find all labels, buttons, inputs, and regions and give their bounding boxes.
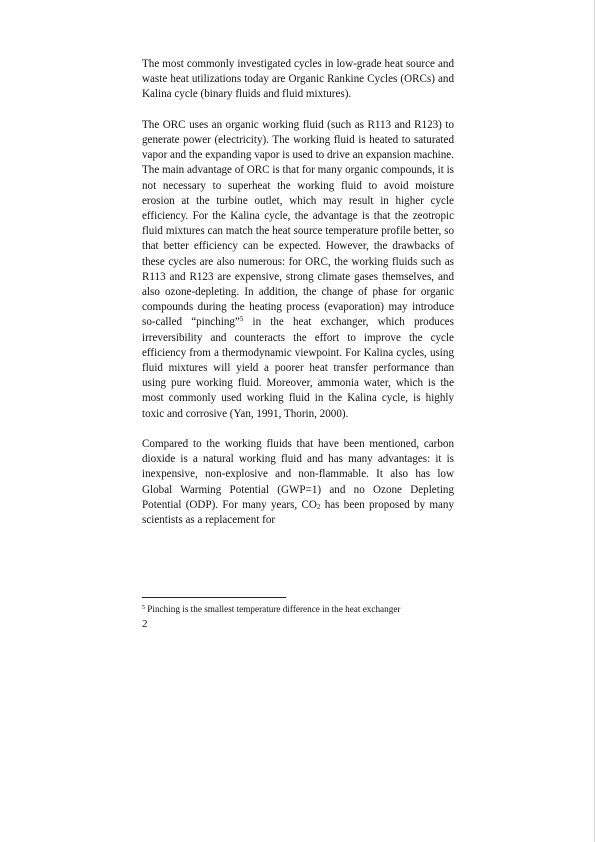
paragraph-text-before-footnote: The ORC uses an organic working fluid (such as R113 and R123) to generate power (electricity). The working fluid is heated to saturated vapor and the expanding vapor is used to drive an expansion machine. The main advantage of ORC is that for many organic compounds, it is not necessary to superheat the working fluid to avoid moisture erosion at the turbine outlet, which may result in higher cycle efficiency. For the Kalina cycle, the advantage is that the zeotropic fluid mixtures can match the heat source temperature profile better, so that better efficiency can be expected. However, the drawbacks of these cycles are also numerous: for ORC, the working fluids such as R113 and R123 are expensive, strong climate gases themselves, and also ozone-depleting. In addition, the change of phase for organic compounds during the heating process (evaporation) may introduce so-called “pinching”	[142, 118, 454, 329]
footnote-separator	[142, 597, 286, 598]
footnote-text: Pinching is the smallest temperature difference in the heat exchanger	[145, 604, 401, 614]
paragraph-text: The most commonly investigated cycles in low-grade heat source and waste heat utilizations today are Organic Rankine Cycles (ORCs) and Kalina cycle (binary fluids and fluid mixtures).	[142, 58, 454, 101]
footnote-number: 5	[142, 605, 145, 611]
paragraph-co2	[142, 437, 454, 528]
footnote-reference[interactable]: 5	[239, 315, 244, 324]
paragraph-text-after-footnote: in the heat exchanger, which produces irreversibility and counteracts the effort to improve the cycle efficiency from a thermodynamic viewpoint. For Kalina cycles, using fluid mixtures will yield a poorer heat transfer performance than using pure working fluid. Moreover, ammonia water, which is the most commonly used working fluid in the Kalina cycle, is highly toxic and corrosive (Yan, 1991, Thorin, 2000).	[142, 316, 454, 420]
paragraph-cycles-intro	[142, 57, 454, 103]
footnote	[142, 603, 462, 615]
body-text	[142, 57, 454, 543]
paragraph-text-before-subscript: Compared to the working fluids that have been mentioned, carbon dioxide is a natural working fluid and has many advantages: it is inexpensive, non-explosive and non-flammable. It also has low Global Warming Potential (GWP=1) and no Ozone Depleting Potential (ODP). For many years, CO	[142, 438, 454, 511]
paragraph-orc-kalina	[142, 118, 454, 422]
page-number: 2	[142, 618, 148, 630]
paragraph-text-after-subscript: has been proposed by many scientists as a replacement for	[142, 498, 454, 527]
co2-subscript: 2	[316, 502, 321, 511]
